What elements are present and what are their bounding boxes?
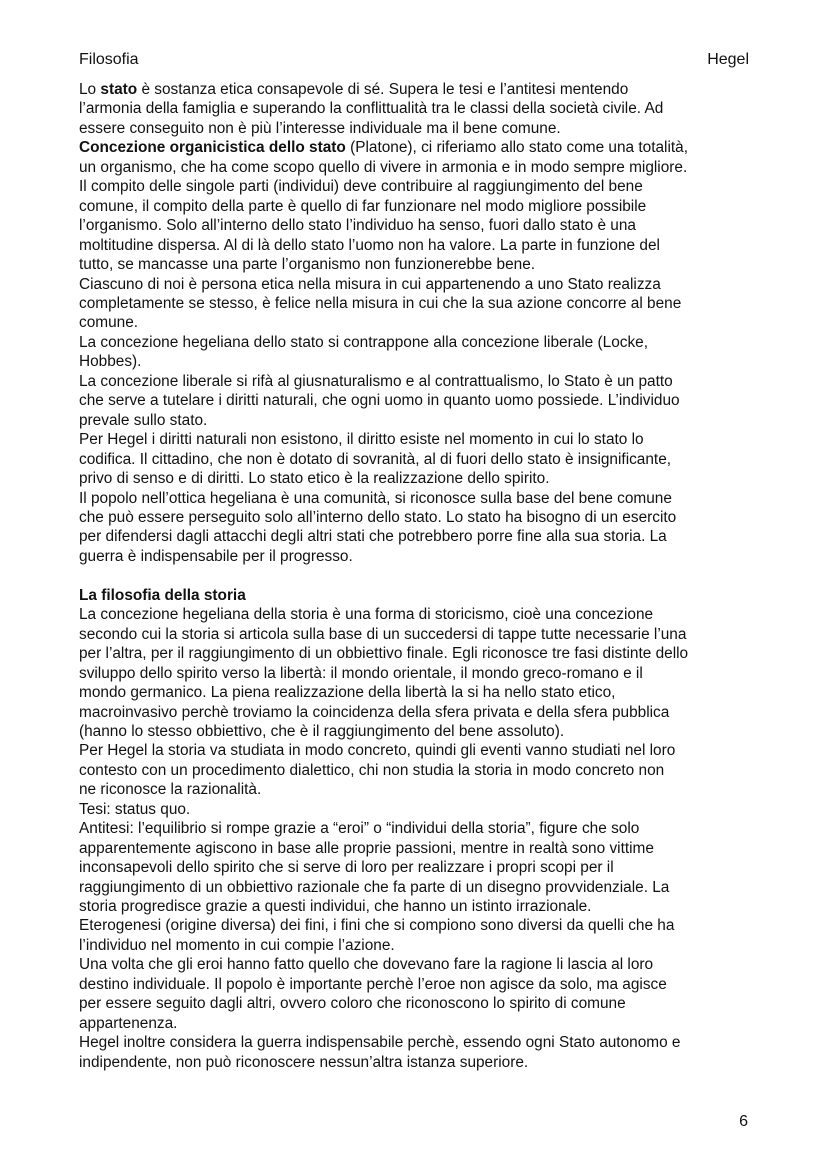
- text-segment: completamente se stesso, è felice nella misura in cui che la sua azione concorre al bene: [79, 294, 682, 312]
- text-line: [79, 936, 779, 955]
- text-line: [79, 1053, 779, 1072]
- page-number: 6: [739, 1113, 748, 1130]
- text-segment: destino individuale. Il popolo è importante perchè l’eroe non agisce da solo, ma agisce: [79, 975, 667, 993]
- text-segment: sviluppo dello spirito verso la libertà: il mondo orientale, il mondo greco-romano e il: [79, 664, 643, 682]
- text-line: [79, 430, 779, 449]
- text-line: [79, 683, 779, 702]
- text-line: [79, 255, 779, 274]
- text-segment: Per Hegel i diritti naturali non esistono, il diritto esiste nel momento in cui lo stato lo: [79, 431, 644, 449]
- text-line: [79, 955, 779, 974]
- text-segment: contesto con un procedimento dialettico, chi non studia la storia in modo concreto non: [79, 761, 665, 779]
- text-segment: essere conseguito non è più l’interesse individuale ma il bene comune.: [79, 119, 561, 137]
- text-segment: Tesi: status quo.: [79, 800, 191, 818]
- text-line: [79, 138, 779, 157]
- text-line: [79, 703, 779, 722]
- text-segment: privo di senso e di diritti. Lo stato etico è la realizzazione dello spirito.: [79, 470, 550, 488]
- text-line: [79, 197, 779, 216]
- text-line: [79, 411, 779, 430]
- text-segment: che può essere perseguito solo all’interno dello stato. Lo stato ha bisogno di un esercito: [79, 508, 677, 526]
- text-line: [79, 119, 779, 138]
- text-segment: La concezione liberale si rifà al giusnaturalismo e al contrattualismo, lo Stato è un patto: [79, 372, 673, 390]
- text-segment: indipendente, non può riconoscere nessun’altra istanza superiore.: [79, 1053, 529, 1071]
- text-line: [79, 1033, 779, 1052]
- header-subject: Filosofia: [79, 51, 139, 68]
- text-segment: Antitesi: l’equilibrio si rompe grazie a “eroi” o “individui della storia”, figure che solo: [79, 820, 640, 838]
- text-line: [79, 527, 779, 546]
- text-segment: La concezione hegeliana dello stato si contrappone alla concezione liberale (Locke,: [79, 333, 648, 351]
- header-topic: Hegel: [707, 51, 749, 68]
- text-line: [79, 236, 779, 255]
- text-segment: apparentemente agiscono in base alle proprie passioni, mentre in realtà sono vittime: [79, 839, 654, 857]
- text-segment: Eterogenesi (origine diversa) dei fini, i fini che si compiono sono diversi da quelli che ha: [79, 917, 675, 935]
- text-segment: Hobbes).: [79, 353, 142, 371]
- text-segment: Hegel inoltre considera la guerra indispensabile perchè, essendo ogni Stato autonomo e: [79, 1034, 681, 1052]
- text-segment: La concezione hegeliana della storia è una forma di storicismo, cioè una concezione: [79, 606, 654, 624]
- text-line: [79, 858, 779, 877]
- text-segment: l’individuo nel momento in cui compie l’azione.: [79, 936, 395, 954]
- text-line: [79, 800, 779, 819]
- text-segment: codifica. Il cittadino, che non è dotato di sovranità, al di fuori dello stato è insignificante,: [79, 450, 672, 468]
- text-line: [79, 916, 779, 935]
- text-line: [79, 508, 779, 527]
- text-line: [79, 644, 779, 663]
- text-segment: Ciascuno di noi è persona etica nella misura in cui appartenendo a uno Stato realizza: [79, 275, 661, 293]
- text-line: [79, 839, 779, 858]
- text-line: [79, 722, 779, 741]
- text-line: [79, 469, 779, 488]
- text-line: [79, 566, 779, 585]
- text-segment: Lo: [79, 81, 101, 98]
- text-segment: tutto, se mancasse una parte l’organismo non funzionerebbe bene.: [79, 256, 536, 274]
- text-segment: per l’altra, per il raggiungimento di un obbiettivo finale. Egli riconosce tre fasi distinte dello: [79, 645, 689, 663]
- text-segment: per difendersi dagli attacchi degli altri stati che potrebbero porre fine alla sua storia. La: [79, 528, 667, 546]
- text-line: [79, 897, 779, 916]
- text-line: [79, 819, 779, 838]
- text-line: [79, 780, 779, 799]
- text-line: [79, 294, 779, 313]
- text-segment: Una volta che gli eroi hanno fatto quello che dovevano fare la ragione li lascia al loro: [79, 956, 654, 974]
- text-segment: guerra è indispensabile per il progresso.: [79, 547, 353, 565]
- text-line: [79, 605, 779, 624]
- text-segment: appartenenza.: [79, 1014, 178, 1032]
- text-segment: per essere seguito dagli altri, ovvero coloro che riconoscono lo spirito di comune: [79, 995, 626, 1013]
- text-line: [79, 275, 779, 294]
- bold-text: La filosofia della storia: [79, 586, 246, 604]
- document-body: [79, 80, 779, 1072]
- bold-text: stato: [100, 81, 138, 98]
- text-line: [79, 158, 779, 177]
- text-line: [79, 391, 779, 410]
- text-segment: ne riconosce la razionalità.: [79, 781, 262, 799]
- bold-text: Concezione organicistica dello stato: [79, 139, 346, 157]
- text-segment: raggiungimento di un obbiettivo razionale che fa parte di un disegno provvidenziale. La: [79, 878, 670, 896]
- text-line: [79, 450, 779, 469]
- text-line: [79, 177, 779, 196]
- text-segment: inconsapevoli dello spirito che si serve di loro per realizzare i propri scopi per il: [79, 859, 614, 877]
- text-line: [79, 878, 779, 897]
- text-line: [79, 761, 779, 780]
- text-line: [79, 216, 779, 235]
- text-segment: mondo germanico. La piena realizzazione della libertà la si ha nello stato etico,: [79, 684, 616, 702]
- text-segment: Per Hegel la storia va studiata in modo concreto, quindi gli eventi vanno studiati nel loro: [79, 742, 676, 760]
- text-line: [79, 741, 779, 760]
- text-segment: è sostanza etica consapevole di sé. Supera le tesi e l’antitesi mentendo: [137, 81, 629, 98]
- text-line: [79, 664, 779, 683]
- text-segment: l’armonia della famiglia e superando la conflittualità tra le classi della società civile. Ad: [79, 100, 664, 118]
- text-segment: (hanno lo stesso obbiettivo, che è il raggiungimento del bene assoluto).: [79, 722, 565, 740]
- text-segment: un organismo, che ha come scopo quello di vivere in armonia e in modo sempre migliore.: [79, 158, 688, 176]
- text-line: [79, 994, 779, 1013]
- text-line: [79, 1014, 779, 1033]
- text-segment: storia progredisce grazie a questi individui, che hanno un istinto irrazionale.: [79, 898, 592, 916]
- text-line: [79, 333, 779, 352]
- text-line: [79, 313, 779, 332]
- text-segment: (Platone), ci riferiamo allo stato come una totalità,: [345, 139, 688, 157]
- text-segment: l’organismo. Solo all’interno dello stato l’individuo ha senso, fuori dallo stato è una: [79, 217, 636, 235]
- text-line: [79, 547, 779, 566]
- text-segment: Il popolo nell’ottica hegeliana è una comunità, si riconosce sulla base del bene comune: [79, 489, 672, 507]
- text-line: [79, 975, 779, 994]
- text-line: [79, 80, 779, 99]
- text-segment: prevale sullo stato.: [79, 411, 208, 429]
- text-segment: che serve a tutelare i diritti naturali, che ogni uomo in quanto uomo possiede. L’individuo: [79, 392, 680, 410]
- text-segment: comune.: [79, 314, 139, 332]
- text-segment: Il compito delle singole parti (individui) deve contribuire al raggiungimento del bene: [79, 178, 643, 196]
- text-line: [79, 352, 779, 371]
- text-segment: moltitudine dispersa. Al di là dello stato l’uomo non ha valore. La parte in funzione del: [79, 236, 660, 254]
- text-line: [79, 586, 779, 605]
- text-line: [79, 625, 779, 644]
- text-line: [79, 99, 779, 118]
- text-segment: macroinvasivo perchè troviamo la coincidenza della sfera privata e della sfera pubblica: [79, 703, 670, 721]
- text-line: [79, 372, 779, 391]
- text-segment: comune, il compito della parte è quello di far funzionare nel modo migliore possibile: [79, 197, 647, 215]
- text-line: [79, 489, 779, 508]
- text-segment: secondo cui la storia si articola sulla base di un succedersi di tappe tutte necessarie l’una: [79, 625, 687, 643]
